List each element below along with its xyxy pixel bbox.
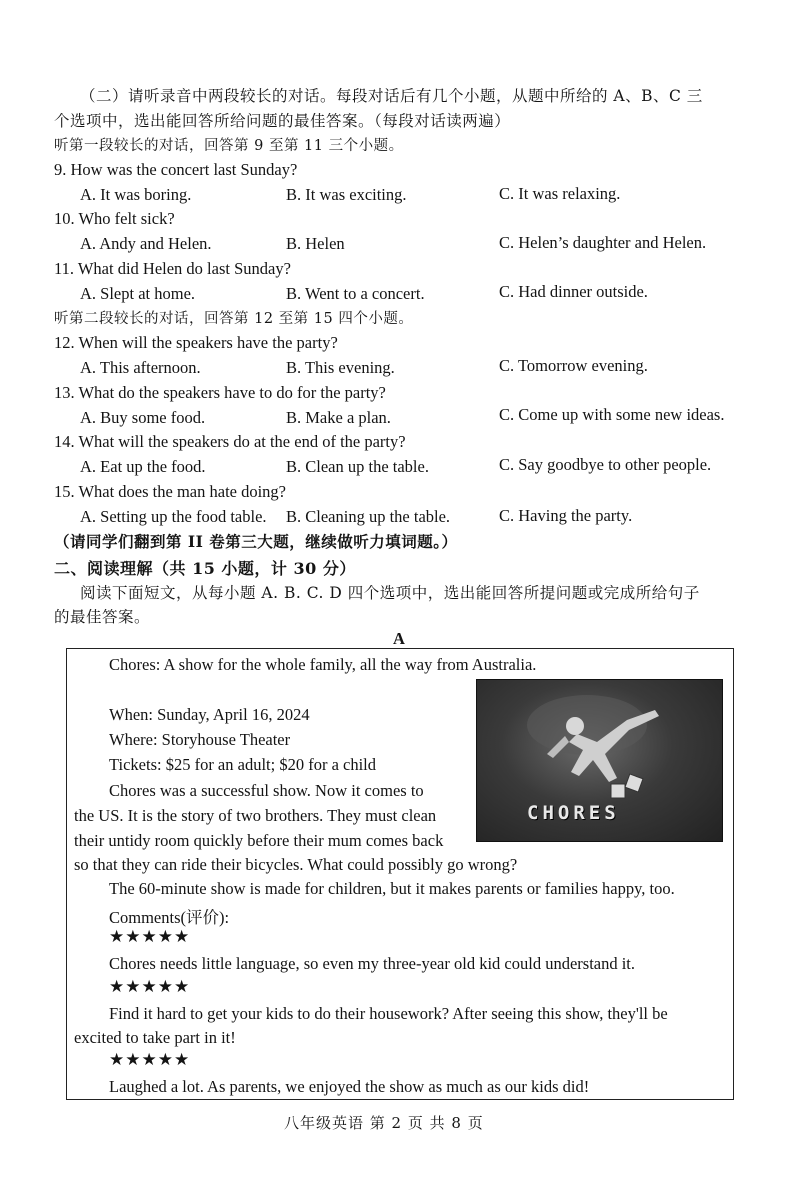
passage-label: A [393, 629, 405, 648]
passage-tickets: Tickets: $25 for an adult; $20 for a child [109, 755, 377, 774]
passage-body-2: the US. It is the story of two brothers. They must clean [74, 806, 437, 825]
reading-instruction-line1: 阅读下面短文，从每小题 A. B. C. D 四个选项中，选出能回答所提问题或完成所给句子 [80, 584, 700, 602]
option-9c[interactable]: C. It was relaxing. [499, 184, 621, 203]
option-11b[interactable]: B. Went to a concert. [286, 284, 425, 303]
option-15c[interactable]: C. Having the party. [499, 506, 633, 525]
passage-where: Where: Storyhouse Theater [109, 730, 291, 749]
comment-1: Chores needs little language, so even my three-year old kid could understand it. [109, 954, 636, 973]
question-12: 12. When will the speakers have the party? [54, 333, 338, 352]
option-13c[interactable]: C. Come up with some new ideas. [499, 405, 725, 424]
passage-body-4: so that they can ride their bicycles. What could possibly go wrong? [74, 855, 518, 874]
dialogue1-note: 听第一段较长的对话，回答第 9 至第 11 三个小题。 [54, 138, 404, 154]
comment-3-stars: ★★★★★ [109, 1050, 191, 1070]
option-13b[interactable]: B. Make a plan. [286, 408, 391, 427]
option-15b[interactable]: B. Cleaning up the table. [286, 507, 451, 526]
option-9a[interactable]: A. It was boring. [80, 185, 192, 204]
comments-label: Comments(评价): [109, 908, 230, 927]
option-14c[interactable]: C. Say goodbye to other people. [499, 455, 712, 474]
question-13: 13. What do the speakers have to do for the party? [54, 383, 386, 402]
option-10c[interactable]: C. Helen’s daughter and Helen. [499, 233, 707, 252]
comment-2b: excited to take part in it! [74, 1028, 236, 1047]
comment-2-stars: ★★★★★ [109, 977, 191, 997]
page-footer: 八年级英语 第 2 页 共 8 页 [284, 1114, 484, 1132]
option-11a[interactable]: A. Slept at home. [80, 284, 196, 303]
question-10: 10. Who felt sick? [54, 209, 175, 228]
option-11c[interactable]: C. Had dinner outside. [499, 282, 648, 301]
option-9b[interactable]: B. It was exciting. [286, 185, 407, 204]
question-15: 15. What does the man hate doing? [54, 482, 287, 501]
comment-3: Laughed a lot. As parents, we enjoyed the show as much as our kids did! [109, 1077, 590, 1096]
option-10b[interactable]: B. Helen [286, 234, 345, 253]
dialogue2-note: 听第二段较长的对话，回答第 12 至第 15 四个小题。 [54, 311, 414, 327]
option-14b[interactable]: B. Clean up the table. [286, 457, 429, 476]
reading-instruction-line2: 的最佳答案。 [54, 608, 151, 626]
option-12b[interactable]: B. This evening. [286, 358, 395, 377]
option-14a[interactable]: A. Eat up the food. [80, 457, 206, 476]
option-15a[interactable]: A. Setting up the food table. [80, 507, 267, 526]
passage-headline: Chores: A show for the whole family, all the way from Australia. [109, 655, 537, 674]
question-11: 11. What did Helen do last Sunday? [54, 259, 291, 278]
comment-2a: Find it hard to get your kids to do their housework? After seeing this show, they'll be [109, 1004, 668, 1023]
listening-instruction-line2: 个选项中，选出能回答所给问题的最佳答案。（每段对话读两遍） [54, 112, 511, 130]
question-9: 9. How was the concert last Sunday? [54, 160, 298, 179]
passage-body-1: Chores was a successful show. Now it comes to [109, 781, 424, 800]
option-12a[interactable]: A. This afternoon. [80, 358, 201, 377]
question-14: 14. What will the speakers do at the end of the party? [54, 432, 406, 451]
photo-caption: CHORES [527, 802, 620, 824]
listening-instruction-line1: （二）请听录音中两段较长的对话。每段对话后有几个小题，从题中所给的 A、B、C 三 [80, 87, 703, 105]
show-photo [476, 679, 723, 842]
comment-1-stars: ★★★★★ [109, 927, 191, 947]
turn-page-note: （请同学们翻到第 II 卷第三大题，继续做听力填词题。） [54, 532, 458, 551]
passage-body-5: The 60-minute show is made for children, but it makes parents or families happy, too. [109, 879, 675, 898]
option-12c[interactable]: C. Tomorrow evening. [499, 356, 648, 375]
option-10a[interactable]: A. Andy and Helen. [80, 234, 212, 253]
option-13a[interactable]: A. Buy some food. [80, 408, 206, 427]
reading-section-title: 二、阅读理解（共 15 小题，计 30 分） [54, 559, 356, 578]
passage-when: When: Sunday, April 16, 2024 [109, 705, 310, 724]
passage-body-3: their untidy room quickly before their mum comes back [74, 831, 444, 850]
